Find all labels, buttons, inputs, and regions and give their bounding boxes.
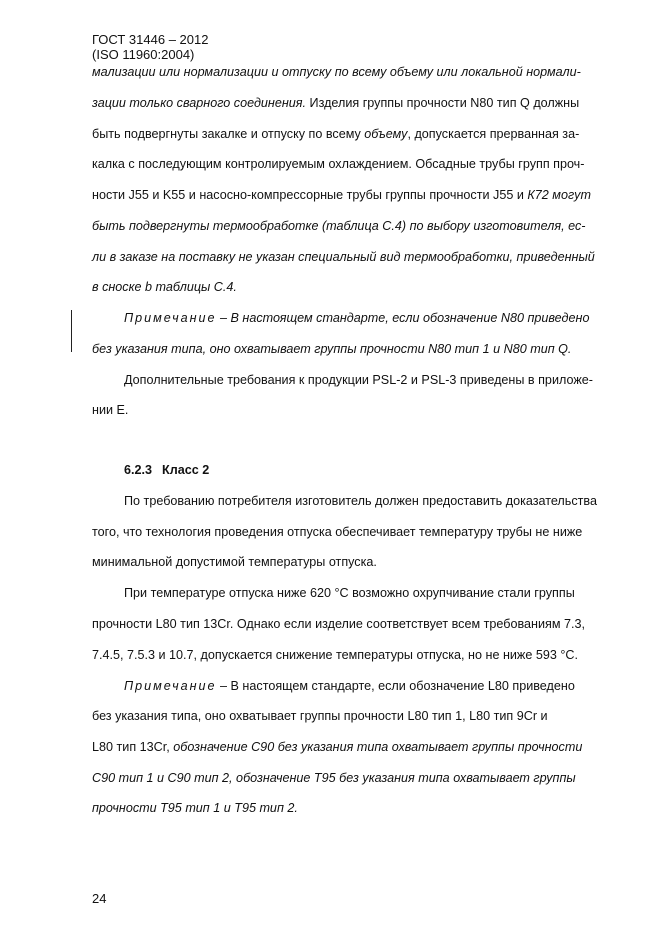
para3-line: того, что технология проведения отпуска обеспечивает температуру трубы не ниже [92, 525, 583, 539]
para3-line: минимальной допустимой температуры отпуска. [92, 555, 377, 569]
para4-line: прочности L80 тип 13Cr. Однако если изделие соответствует всем требованиям 7.3, [92, 617, 585, 631]
para1-fragment: быть подвергнуты закалке и отпуску по всему [92, 127, 365, 141]
revision-bar [71, 310, 72, 352]
note2-fragment: L80 тип 13Cr, [92, 740, 174, 754]
note2-fragment: – В настоящем стандарте, если обозначение L80 приведено [216, 679, 575, 693]
note-label: Примечание [124, 311, 217, 325]
para1-line: в сноске b таблицы С.4. [92, 280, 237, 294]
para1-fragment: объему [364, 127, 408, 141]
para1-fragment: Изделия группы прочности N80 тип Q должны [306, 96, 580, 110]
para4-line: При температуре отпуска ниже 620 °С возможно охрупчивание стали группы [124, 586, 575, 600]
para1-line: мализации или нормализации и отпуску по всему объему или локальной нормали- [92, 65, 581, 79]
standard-number: ГОСТ 31446 – 2012 [92, 32, 209, 47]
page-number: 24 [92, 891, 107, 906]
note1-line: без указания типа, оно охватывает группы прочности N80 тип 1 и N80 тип Q. [92, 342, 572, 356]
para1-fragment: , допускается прерванная за- [407, 127, 580, 141]
para3-line: По требованию потребителя изготовитель должен предоставить доказательства [124, 494, 597, 508]
para1-line [92, 187, 591, 203]
note-label: Примечание [124, 679, 217, 693]
para1-line: калка с последующим контролируемым охлаждением. Обсадные трубы групп проч- [92, 157, 585, 171]
para1-fragment: ности J55 и K55 и насосно-компрессорные трубы группы прочности J55 и [92, 188, 528, 202]
para2-line: Дополнительные требования к продукции PSL-2 и PSL-3 приведены в приложе- [124, 373, 593, 387]
para1-line [92, 126, 579, 142]
iso-reference: (ISO 11960:2004) [92, 47, 195, 62]
note1-fragment: – В настоящем стандарте, если обозначение N80 приведено [216, 311, 590, 325]
para1-fragment: К72 могут [527, 188, 591, 202]
section-number: 6.2.3 [124, 463, 153, 477]
para1-fragment: зации только сварного соединения. [92, 96, 307, 110]
note2-line: С90 тип 1 и С90 тип 2, обозначение Т95 без указания типа охватывает группы [92, 771, 576, 785]
note2-line: без указания типа, оно охватывает группы прочности L80 тип 1, L80 тип 9Cr и [92, 709, 548, 723]
para2-line: нии Е. [92, 403, 129, 417]
note2-line: прочности Т95 тип 1 и Т95 тип 2. [92, 801, 298, 815]
para1-line: ли в заказе на поставку не указан специальный вид термообработки, приведенный [92, 250, 595, 264]
section-title: Класс 2 [162, 463, 210, 477]
note2-line [124, 678, 575, 694]
para1-line: быть подвергнуты термообработке (таблица С.4) по выбору изготовителя, ес- [92, 219, 586, 233]
section-heading [124, 462, 209, 478]
note2-fragment: обозначение С90 без указания типа охватывает группы прочности [173, 740, 583, 754]
note1-line [124, 310, 589, 326]
note2-line [92, 739, 582, 755]
para1-line [92, 95, 579, 111]
para4-line: 7.4.5, 7.5.3 и 10.7, допускается снижение температуры отпуска, но не ниже 593 °С. [92, 648, 579, 662]
